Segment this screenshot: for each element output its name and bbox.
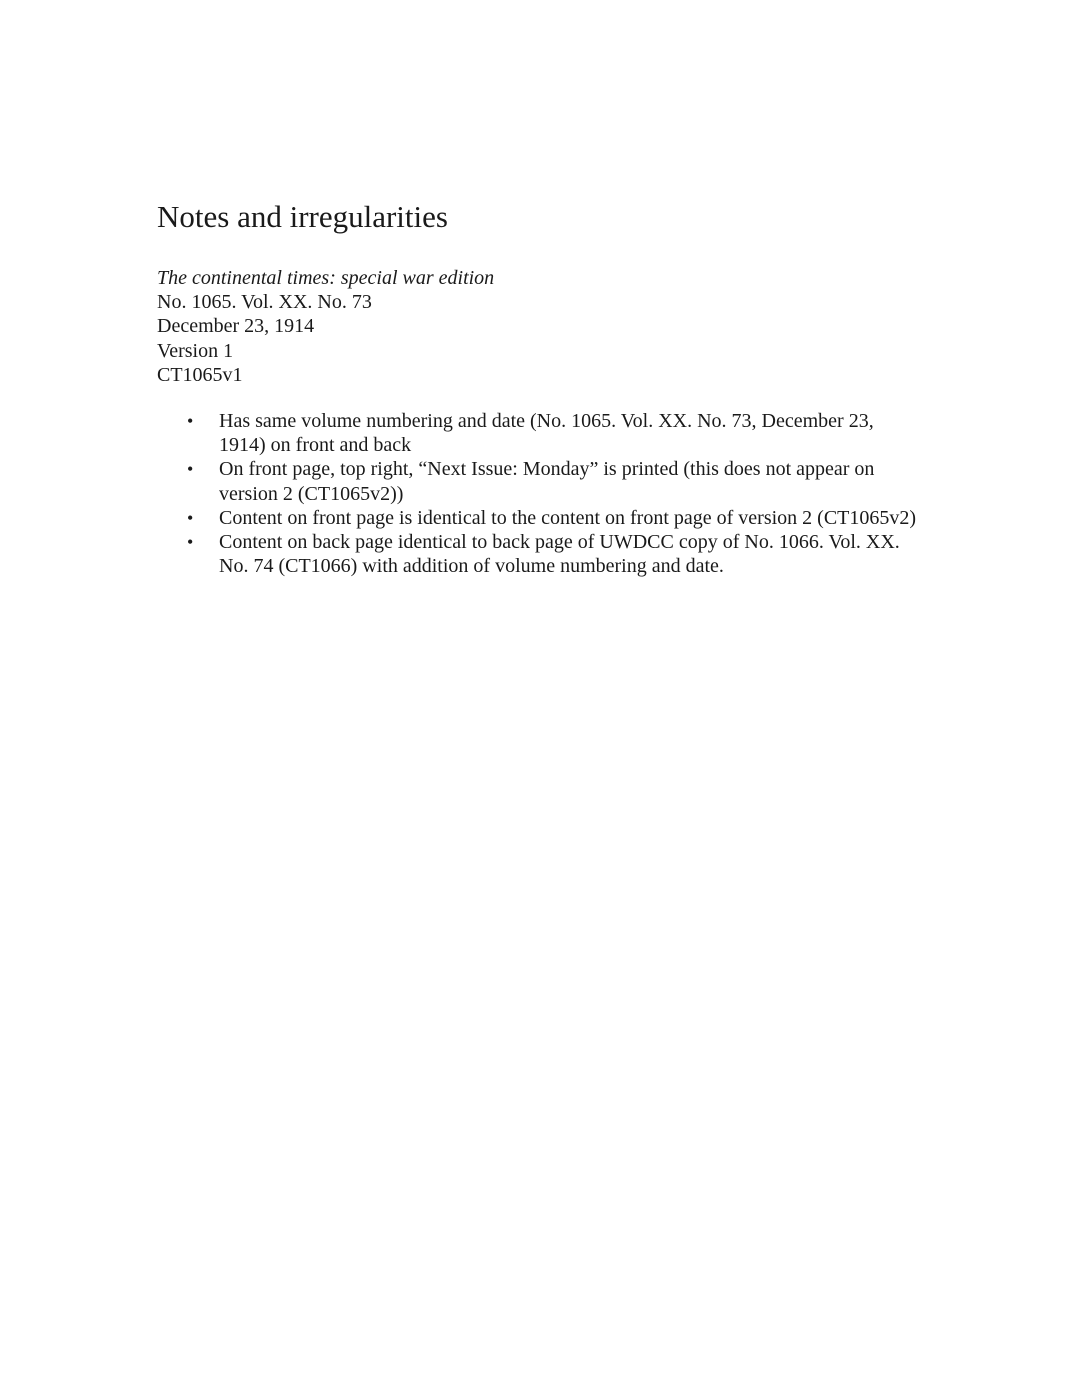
issue-date: December 23, 1914	[157, 315, 315, 338]
list-item	[157, 530, 919, 578]
note-text: Content on front page is identical to the content on front page of version 2 (CT1065v2)	[219, 506, 917, 529]
issue-numbering: No. 1065. Vol. XX. No. 73	[157, 291, 372, 314]
notes-list	[157, 409, 917, 578]
note-text: Content on back page identical to back page of UWDCC copy of No. 1066. Vol. XX. No. 74 (CT1066) with addition of volume numbering and date.	[219, 531, 900, 578]
document-content	[157, 197, 917, 578]
bullet-icon: •	[187, 411, 194, 432]
page-heading: Notes and irregularities	[157, 199, 448, 234]
bullet-icon: •	[187, 459, 194, 480]
note-text: On front page, top right, “Next Issue: Monday” is printed (this does not appear on version 2 (CT1065v2))	[219, 458, 875, 505]
publication-title: The continental times: special war edition	[157, 267, 495, 289]
bullet-icon: •	[187, 532, 194, 553]
version-label: Version 1	[157, 339, 234, 362]
list-item	[157, 409, 919, 457]
document-identifier: CT1065v1	[157, 363, 243, 386]
bullet-icon: •	[187, 507, 194, 528]
note-text: Has same volume numbering and date (No. 1065. Vol. XX. No. 73, December 23, 1914) on front and back	[219, 410, 874, 457]
publication-info	[157, 266, 917, 387]
list-item	[157, 457, 919, 505]
list-item	[157, 506, 919, 530]
